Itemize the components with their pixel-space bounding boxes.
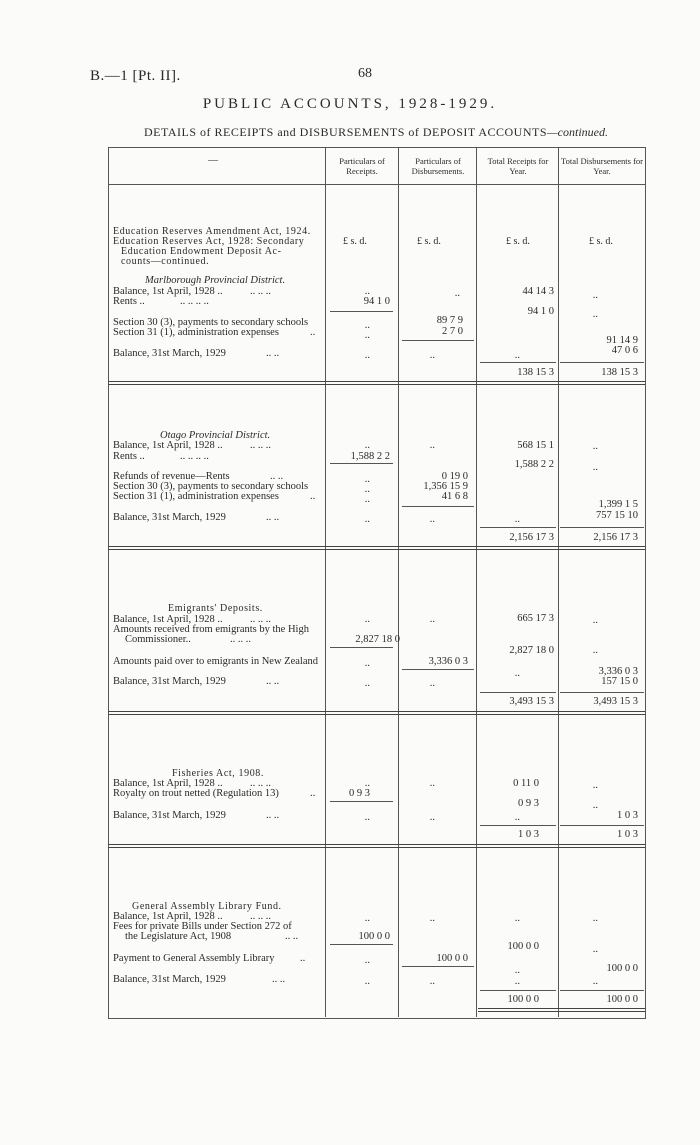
row-leader: .. [310,327,316,338]
cell-total-receipts: 2,827 18 0 [509,645,554,656]
column-head-total-disbursements: Total Disbursements for Year. [560,156,644,176]
cell-receipts: .. [364,778,370,789]
section-rule [108,844,645,848]
cell-total-receipts: .. [514,965,520,976]
total-rule [560,527,644,528]
cell-total-receipts: 0 11 0 [513,778,539,789]
cell-total-disbursements: 91 14 9 [606,335,638,346]
cell-receipts: 100 0 0 [358,931,390,942]
cell-total-disbursements: .. [592,309,598,320]
total-receipts: 1 0 3 [518,829,539,840]
cell-receipts: .. [364,976,370,987]
row-label: Balance, 31st March, 1929 [113,512,226,523]
section-rule [478,1008,645,1012]
cell-receipts: .. [364,330,370,341]
total-disbursements: 138 15 3 [601,367,638,378]
cell-total-disbursements: .. [592,462,598,473]
column-divider [558,147,559,1017]
cell-receipts: 94 1 0 [363,296,390,307]
row-label: Balance, 1st April, 1928 .. [113,286,223,297]
column-divider [476,147,477,1017]
section-rule [108,381,645,385]
row-label: the Legislature Act, 1908 [125,931,232,942]
row-label: Amounts received from emigrants by the High [113,624,309,635]
cell-total-receipts: .. [514,812,520,823]
row-label: Balance, 31st March, 1929 [113,676,226,687]
row-leader: .. .. [266,348,280,359]
cell-receipts: .. [364,484,370,495]
row-leader: .. [300,953,306,964]
cell-receipts: .. [364,440,370,451]
total-rule [560,825,644,826]
subtotal-rule [330,311,393,312]
page-title: PUBLIC ACCOUNTS, 1928-1929. [202,96,498,112]
cell-total-disbursements: 757 15 10 [596,510,638,521]
row-label: Section 31 (1), administration expenses [113,491,279,502]
cell-receipts: .. [364,812,370,823]
column-head-total-receipts: Total Receipts for Year. [487,156,549,176]
cell-total-receipts: 100 0 0 [507,941,539,952]
unit-label: £ s. d. [343,236,367,247]
total-rule [480,527,556,528]
cell-receipts: 2,827 18 0 [355,634,400,645]
cell-receipts: .. [364,494,370,505]
row-leader: .. .. .. .. [180,451,209,462]
row-leader: .. .. .. [230,634,251,645]
cell-disbursements: 3,336 0 3 [428,656,468,667]
row-label: Section 30 (3), payments to secondary schools [113,481,309,492]
row-label: Refunds of revenue—Rents [113,471,230,482]
total-receipts: 100 0 0 [507,994,539,1005]
cell-total-receipts: .. [514,514,520,525]
row-leader: .. .. .. [250,286,271,297]
cell-disbursements: .. [429,812,435,823]
cell-total-receipts: .. [514,668,520,679]
page-number: 68 [358,66,372,81]
total-rule [480,990,556,991]
cell-receipts: .. [364,474,370,485]
cell-total-receipts: .. [514,976,520,987]
row-label: Balance, 1st April, 1928 .. [113,440,223,451]
unit-label: £ s. d. [589,236,613,247]
cell-disbursements: .. [429,913,435,924]
row-label: Rents .. [113,296,145,307]
cell-receipts: .. [364,913,370,924]
cell-disbursements: .. [429,440,435,451]
row-leader: .. .. .. [250,614,271,625]
subtotal-rule [330,801,393,802]
cell-total-disbursements: .. [592,645,598,656]
district-heading: Marlborough Provincial District. [145,275,286,286]
subtotal-rule [330,944,393,945]
total-disbursements: 100 0 0 [606,994,638,1005]
row-leader: .. [310,491,316,502]
subtotal-rule [402,506,474,507]
row-leader: .. .. .. .. [180,296,209,307]
cell-disbursements: .. [429,614,435,625]
total-rule [560,362,644,363]
section-heading: General Assembly Library Fund. [132,901,282,912]
row-leader: .. .. [266,810,280,821]
column-divider [325,147,326,1017]
subtotal-rule [330,647,393,648]
total-receipts: 3,493 15 3 [509,696,554,707]
cell-total-disbursements: .. [592,976,598,987]
section-heading: Fisheries Act, 1908. [172,768,264,779]
cell-disbursements: .. [429,778,435,789]
cell-receipts: .. [364,286,370,297]
row-label: Balance, 31st March, 1929 [113,810,226,821]
cell-total-disbursements: .. [592,441,598,452]
section-heading: Education Reserves Act, 1928: Secondary [113,236,305,247]
row-label: Rents .. [113,451,145,462]
column-head-description: — [208,155,218,166]
total-disbursements: 3,493 15 3 [593,696,638,707]
subtotal-rule [330,463,393,464]
row-label: Amounts paid over to emigrants in New Zealand [113,656,318,667]
cell-receipts: .. [364,514,370,525]
total-rule [480,825,556,826]
cell-total-receipts: 94 1 0 [527,306,554,317]
unit-label: £ s. d. [506,236,530,247]
row-label: Fees for private Bills under Section 272 of [113,921,292,932]
cell-receipts: .. [364,350,370,361]
section-heading: Emigrants' Deposits. [168,603,263,614]
cell-total-disbursements: 157 15 0 [601,676,638,687]
cell-disbursements: .. [429,678,435,689]
subtotal-rule [402,340,474,341]
cell-receipts: .. [364,678,370,689]
cell-disbursements: 0 19 0 [441,471,468,482]
cell-total-disbursements: 47 0 6 [611,345,638,356]
district-heading: Otago Provincial District. [160,430,271,441]
row-leader: .. [310,788,316,799]
subtitle-main: DETAILS of RECEIPTS and DISBURSEMENTS of DEPOSIT ACCOUNTS [143,125,547,139]
row-leader: .. .. .. [250,778,271,789]
row-leader: .. .. [270,471,284,482]
cell-total-receipts: 1,588 2 2 [514,459,554,470]
row-leader: .. .. [272,974,286,985]
cell-disbursements: .. [429,514,435,525]
cell-total-disbursements: .. [592,780,598,791]
unit-label: £ s. d. [417,236,441,247]
cell-receipts: .. [364,614,370,625]
total-disbursements: 2,156 17 3 [593,532,638,543]
cell-receipts: 1,588 2 2 [350,451,390,462]
cell-total-receipts: 0 9 3 [518,798,539,809]
row-label: Balance, 31st March, 1929 [113,348,226,359]
cell-total-disbursements: .. [592,944,598,955]
cell-receipts: .. [364,658,370,669]
cell-total-disbursements: .. [592,615,598,626]
row-leader: .. .. .. [250,911,271,922]
section-rule [108,711,645,715]
column-head-receipts: Particulars of Receipts. [339,156,385,176]
total-receipts: 138 15 3 [517,367,554,378]
cell-disbursements: .. [454,288,460,299]
page-reference: B.—1 [Pt. II]. [90,68,181,84]
row-label: Royalty on trout netted (Regulation 13) [113,788,279,799]
total-rule [480,362,556,363]
section-heading: counts—continued. [121,256,210,267]
row-label: Section 30 (3), payments to secondary schools [113,317,309,328]
row-leader: .. .. .. [250,440,271,451]
row-label: Payment to General Assembly Library [113,953,275,964]
total-disbursements: 1 0 3 [617,829,638,840]
header-rule [108,184,645,185]
total-rule [560,692,644,693]
row-label: Balance, 1st April, 1928 .. [113,911,223,922]
section-heading: Education Reserves Amendment Act, 1924. [113,226,311,237]
column-divider [398,147,399,1017]
cell-disbursements: .. [429,976,435,987]
total-receipts: 2,156 17 3 [509,532,554,543]
row-label: Commissioner.. [125,634,191,645]
cell-receipts: 0 9 3 [349,788,370,799]
cell-disbursements: 100 0 0 [436,953,468,964]
cell-total-receipts: 665 17 3 [517,613,554,624]
page-subtitle [0,125,700,140]
row-leader: .. .. [266,676,280,687]
cell-total-disbursements: 1 0 3 [617,810,638,821]
row-label: Section 31 (1), administration expenses [113,327,279,338]
cell-total-disbursements: .. [592,800,598,811]
cell-disbursements: 41 6 8 [441,491,468,502]
cell-total-disbursements: .. [592,290,598,301]
row-label: Balance, 1st April, 1928 .. [113,778,223,789]
cell-total-disbursements: 100 0 0 [606,963,638,974]
cell-total-disbursements: 1,399 1 5 [598,499,638,510]
cell-disbursements: .. [429,350,435,361]
cell-total-receipts: .. [514,350,520,361]
row-leader: .. .. [285,931,299,942]
section-heading: Education Endowment Deposit Ac- [121,246,282,257]
cell-disbursements: 2 7 0 [442,326,463,337]
cell-total-receipts: .. [514,913,520,924]
cell-disbursements: 1,356 15 9 [423,481,468,492]
cell-total-receipts: 568 15 1 [517,440,554,451]
row-label: Balance, 1st April, 1928 .. [113,614,223,625]
cell-total-receipts: 44 14 3 [522,286,554,297]
section-rule [108,546,645,550]
row-leader: .. .. [266,512,280,523]
total-rule [560,990,644,991]
cell-receipts: .. [364,320,370,331]
subtotal-rule [402,966,474,967]
cell-receipts: .. [364,955,370,966]
cell-total-disbursements: .. [592,913,598,924]
cell-disbursements: 89 7 9 [436,315,463,326]
cell-total-disbursements: 3,336 0 3 [598,666,638,677]
column-head-disbursements: Particulars of Disbursements. [411,156,465,176]
total-rule [480,692,556,693]
subtitle-continued: —continued. [547,125,608,139]
row-label: Balance, 31st March, 1929 [113,974,226,985]
